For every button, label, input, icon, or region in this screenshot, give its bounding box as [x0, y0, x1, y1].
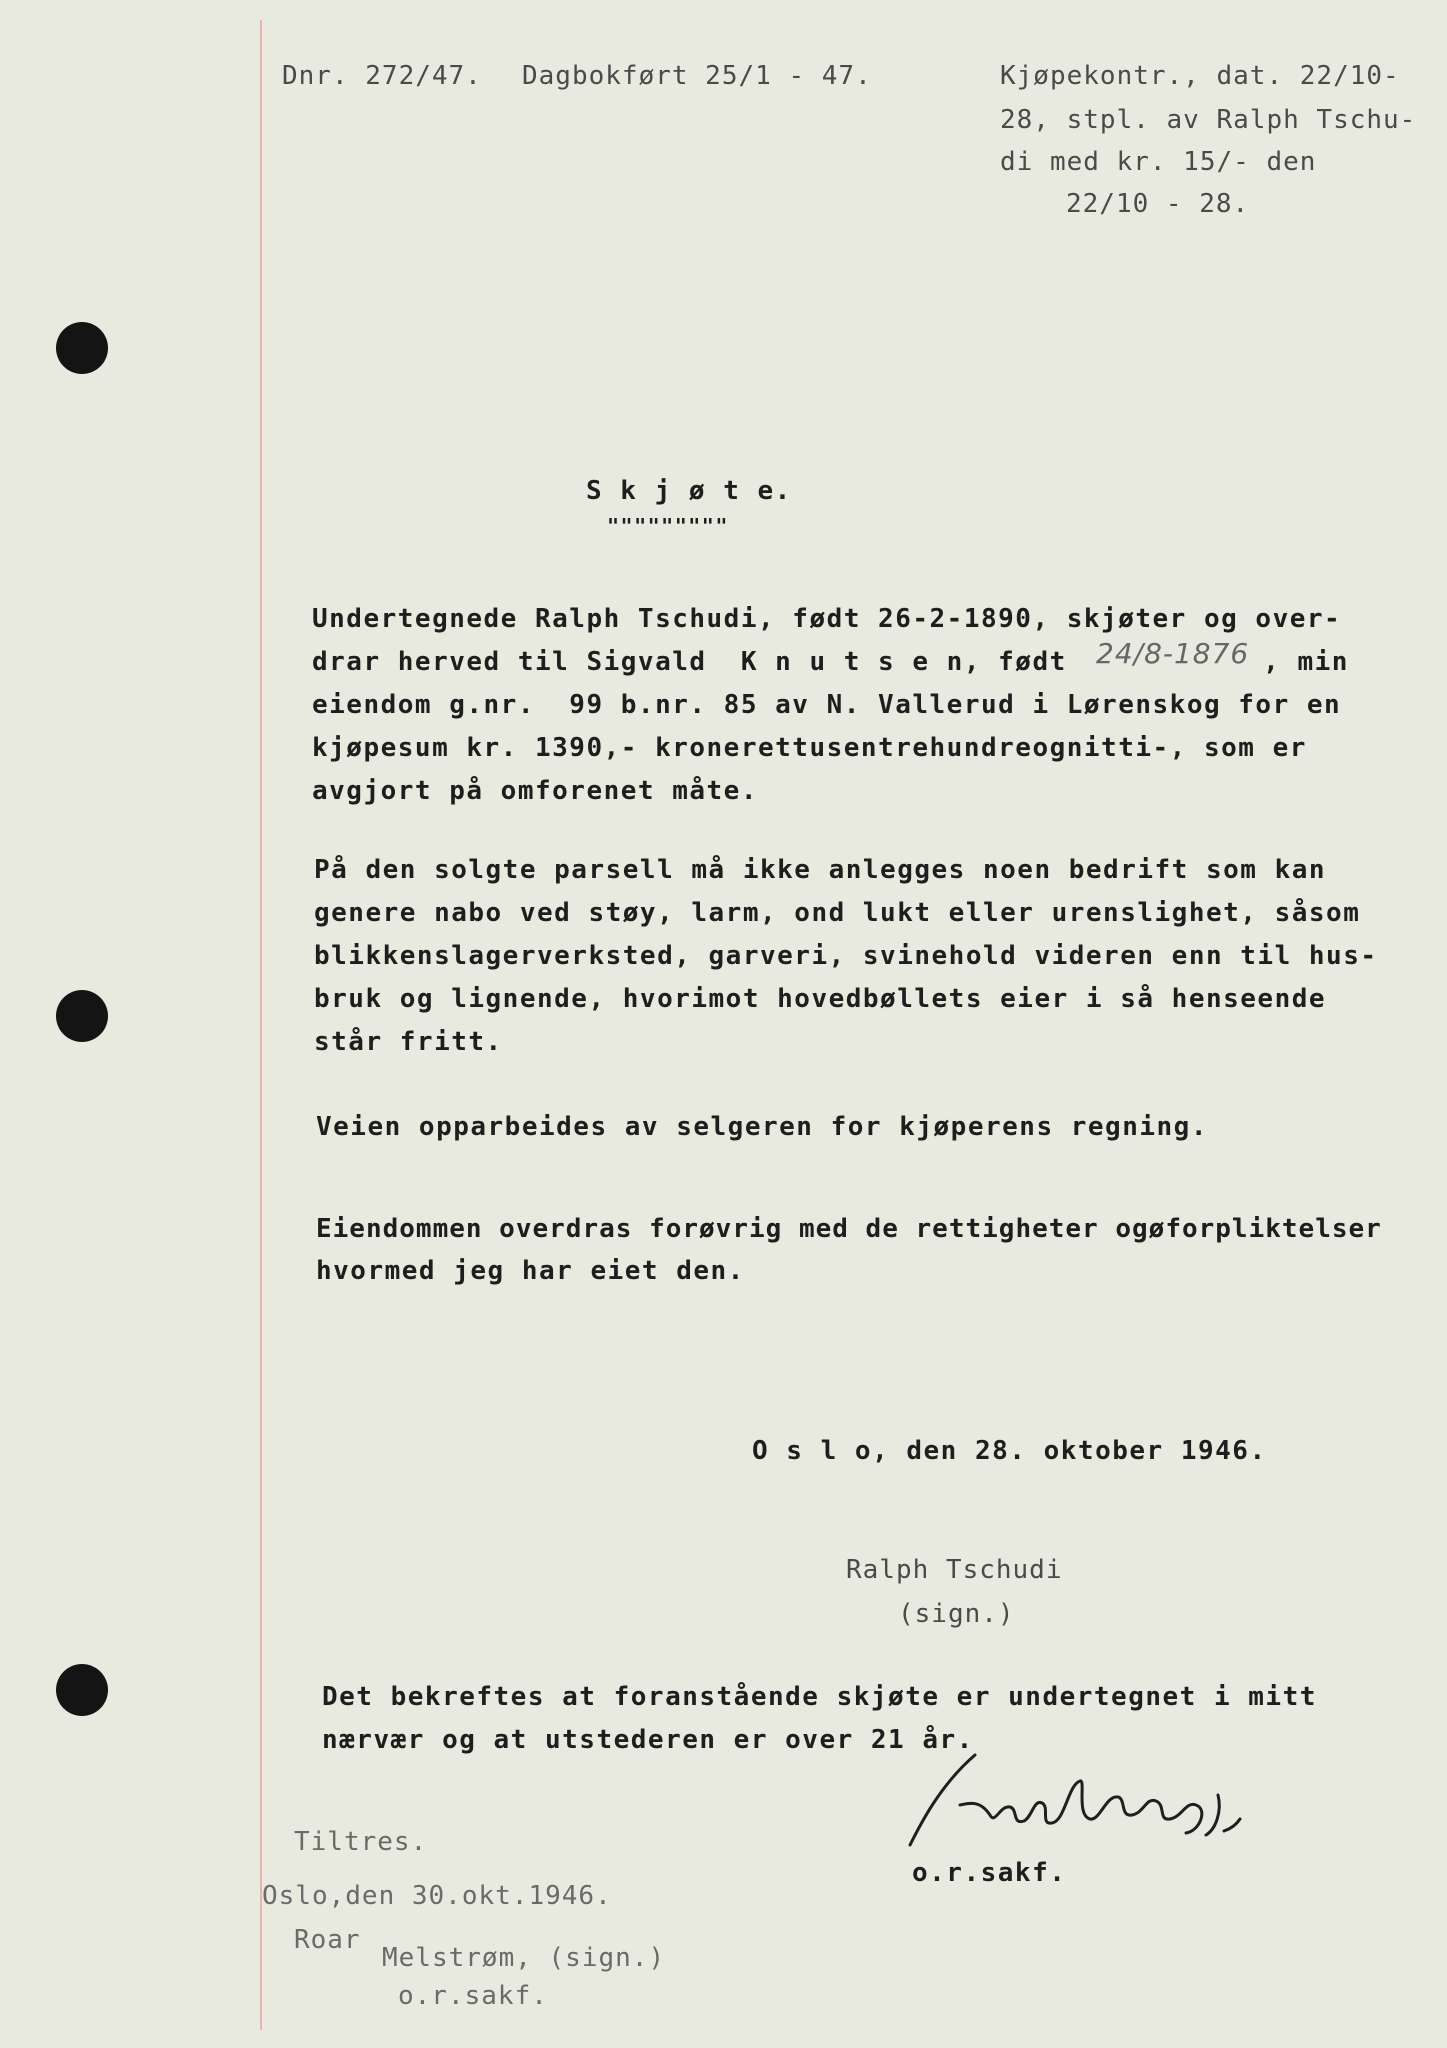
endorsement-name-rest: Melstrøm, (sign.)	[382, 1943, 666, 1973]
witness-line2: nærvær og at utstederen er over 21 år.	[322, 1725, 974, 1755]
dnr-label: Dnr. 272/47.	[282, 61, 482, 91]
paragraph1-line3: eiendom g.nr. 99 b.nr. 85 av N. Vallerud i Lørenskog for en	[312, 690, 1342, 720]
paragraph2-line5: står fritt.	[314, 1027, 503, 1057]
title-underline: """""""""	[607, 514, 729, 538]
paragraph2-line3: blikkenslagerverksted, garveri, svinehold videren enn til hus-	[314, 941, 1378, 971]
witness-title: o.r.sakf.	[912, 1858, 1067, 1888]
document-title: S k j ø t e.	[586, 476, 792, 506]
paragraph2-line1: På den solgte parsell må ikke anlegges noen bedrift som kan	[314, 855, 1327, 885]
margin-line	[260, 20, 262, 2030]
paragraph1-line2-tail: , min	[1246, 647, 1349, 677]
place-date: O s l o, den 28. oktober 1946.	[752, 1436, 1267, 1466]
endorsement-date: Oslo,den 30.okt.1946.	[262, 1881, 612, 1911]
endorsement-tiltres: Tiltres.	[294, 1827, 428, 1857]
paragraph2-line2: genere nabo ved støy, larm, ond lukt eller urenslighet, såsom	[314, 898, 1361, 928]
paragraph1-line4: kjøpesum kr. 1390,- kronerettusentrehundreognitti-, som er	[312, 733, 1307, 763]
endorsement-title: o.r.sakf.	[398, 1981, 548, 2011]
seller-name: Ralph Tschudi	[846, 1555, 1063, 1585]
kjope-line-2: 28, stpl. av Ralph Tschu-	[1000, 105, 1417, 135]
endorsement-name-first: Roar	[294, 1925, 361, 1955]
kjope-line-4: 22/10 - 28.	[1066, 189, 1250, 219]
seller-sign-note: (sign.)	[898, 1599, 1015, 1629]
paragraph4-line2: hvormed jeg har eiet den.	[316, 1256, 745, 1286]
dagbok-label: Dagbokført 25/1 - 47.	[522, 61, 872, 91]
kjope-line-3: di med kr. 15/- den	[1000, 147, 1317, 177]
punch-hole-bottom	[56, 1664, 108, 1716]
punch-hole-middle	[56, 990, 108, 1042]
paragraph2-line4: bruk og lignende, hvorimot hovedbøllets eier i så henseende	[314, 984, 1327, 1014]
paragraph1-line2: drar herved til Sigvald K n u t s e n, født	[312, 647, 1067, 677]
kjope-line-1: Kjøpekontr., dat. 22/10-	[1000, 61, 1400, 91]
witness-line1: Det bekreftes at foranstående skjøte er undertegnet i mitt	[322, 1682, 1317, 1712]
paragraph1-line5: avgjort på omforenet måte.	[312, 776, 758, 806]
paragraph3: Veien opparbeides av selgeren for kjøperens regning.	[316, 1112, 1208, 1142]
handwritten-birthdate: 24/8-1876	[1096, 637, 1250, 670]
paragraph4-line1: Eiendommen overdras forøvrig med de rettigheter ogøforpliktelser	[316, 1214, 1382, 1244]
paragraph1-line1: Undertegnede Ralph Tschudi, født 26-2-1890, skjøter og over-	[312, 604, 1342, 634]
punch-hole-top	[56, 322, 108, 374]
